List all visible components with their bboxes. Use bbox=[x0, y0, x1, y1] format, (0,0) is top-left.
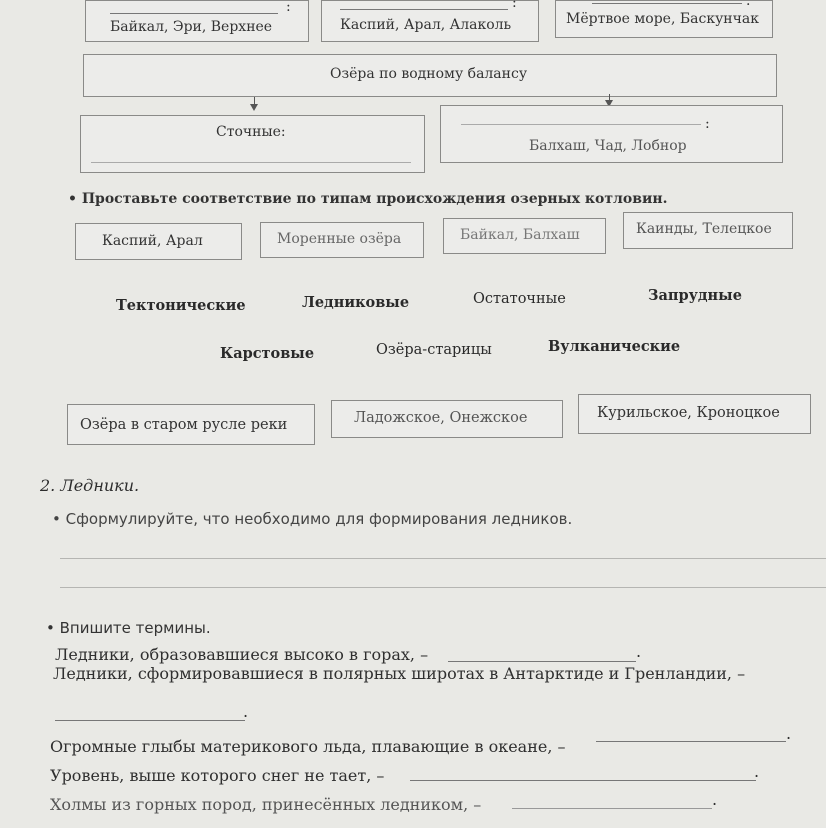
section-title: 2. Ледники. bbox=[40, 476, 140, 495]
term-end: . bbox=[712, 790, 718, 809]
term-end: . bbox=[243, 702, 249, 721]
task-formulate: • Сформулируйте, что необходимо для формирования ледников. bbox=[52, 510, 573, 528]
term-answer-blank[interactable] bbox=[512, 808, 712, 809]
type-glacial[interactable]: Ледниковые bbox=[302, 294, 410, 311]
blank-suffix: : bbox=[286, 0, 291, 15]
balance-title: Озёра по водному балансу bbox=[330, 66, 528, 82]
term-answer-blank[interactable] bbox=[55, 720, 245, 721]
balance-right-text: Балхаш, Чад, Лобнор bbox=[529, 138, 687, 154]
term-end: . bbox=[636, 642, 642, 661]
example-box-1[interactable] bbox=[75, 223, 242, 260]
example-box-7[interactable] bbox=[578, 394, 811, 434]
top-box-2-text: Каспий, Арал, Алаколь bbox=[340, 17, 512, 33]
top-box-1-text: Байкал, Эри, Верхнее bbox=[110, 19, 273, 35]
term-moraines: Холмы из горных пород, принесённых ледником, – bbox=[50, 795, 482, 814]
blank-suffix: . bbox=[746, 0, 751, 9]
answer-blank[interactable] bbox=[592, 3, 742, 4]
term-answer-blank[interactable] bbox=[596, 741, 786, 742]
example-text: Озёра в старом русле реки bbox=[80, 417, 288, 433]
term-snow-line: Уровень, выше которого снег не тает, – bbox=[50, 766, 385, 785]
task-terms: • Впишите термины. bbox=[46, 619, 211, 637]
example-box-5[interactable] bbox=[67, 404, 315, 445]
answer-blank[interactable] bbox=[110, 13, 278, 14]
top-box-2 bbox=[321, 0, 539, 42]
top-box-3-text: Мёртвое море, Баскунчак bbox=[566, 11, 759, 27]
example-box-6[interactable] bbox=[331, 400, 563, 438]
answer-blank[interactable] bbox=[461, 124, 701, 125]
example-text: Каспий, Арал bbox=[102, 233, 203, 249]
arrow-down-icon bbox=[250, 104, 258, 111]
type-dammed[interactable]: Запрудные bbox=[648, 287, 742, 304]
term-end: . bbox=[754, 762, 760, 781]
term-answer-blank[interactable] bbox=[448, 661, 636, 662]
example-box-2[interactable] bbox=[260, 222, 424, 258]
top-box-3 bbox=[555, 0, 773, 38]
term-polar-glaciers: Ледники, сформировавшиеся в полярных широтах в Антарктиде и Гренландии, – bbox=[53, 664, 746, 683]
example-box-3[interactable] bbox=[443, 218, 606, 254]
answer-blank[interactable] bbox=[340, 9, 508, 10]
example-text: Ладожское, Онежское bbox=[354, 410, 528, 426]
term-icebergs: Огромные глыбы материкового льда, плавающие в океане, – bbox=[50, 737, 566, 756]
answer-blank[interactable] bbox=[91, 162, 411, 163]
balance-right-box bbox=[440, 105, 783, 163]
blank-suffix: : bbox=[512, 0, 517, 11]
example-text: Моренные озёра bbox=[277, 231, 402, 247]
answer-line-1[interactable] bbox=[60, 558, 826, 559]
type-tectonic[interactable]: Тектонические bbox=[116, 297, 246, 314]
example-text: Байкал, Балхаш bbox=[460, 227, 580, 243]
term-answer-blank[interactable] bbox=[410, 780, 756, 781]
balance-title-box bbox=[83, 54, 777, 97]
example-text: Каинды, Телецкое bbox=[636, 221, 772, 237]
type-volcanic[interactable]: Вулканические bbox=[548, 338, 681, 355]
balance-left-label: Сточные: bbox=[216, 124, 286, 140]
type-karst[interactable]: Карстовые bbox=[220, 345, 315, 362]
task-match: • Проставьте соответствие по типам происхождения озерных котловин. bbox=[68, 191, 668, 207]
term-end: . bbox=[786, 724, 792, 743]
example-box-4[interactable] bbox=[623, 212, 793, 249]
balance-left-box bbox=[80, 115, 425, 173]
type-residual[interactable]: Остаточные bbox=[473, 291, 566, 307]
type-oxbow[interactable]: Озёра-старицы bbox=[376, 342, 492, 358]
term-mountain-glaciers: Ледники, образовавшиеся высоко в горах, – bbox=[55, 645, 429, 664]
top-box-1 bbox=[85, 0, 309, 42]
answer-line-2[interactable] bbox=[60, 587, 826, 588]
blank-suffix: : bbox=[705, 116, 710, 132]
example-text: Курильское, Кроноцкое bbox=[597, 405, 780, 421]
